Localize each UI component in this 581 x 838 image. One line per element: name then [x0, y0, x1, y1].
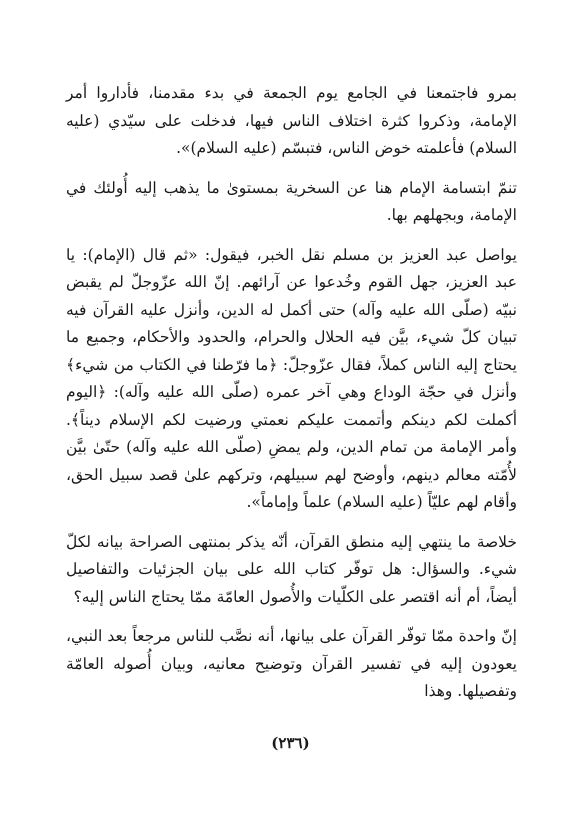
paragraph-spacer — [66, 517, 517, 529]
paragraph-1: بمرو فاجتمعنا في الجامع يوم الجمعة في بدء مقدمنا، فأداروا أمر الإمامة، وذكروا كثرة اختلاف الناس فيها، فدخلت على سيّدي (عليه السلام) فأعلمته خوض الناس، فتبسّم (عليه السلام)». — [66, 84, 517, 157]
page-body — [66, 80, 517, 706]
paragraph-spacer — [66, 163, 517, 175]
paragraph-2: تنمّ ابتسامة الإمام هنا عن السخرية بمستوىٰ ما يذهب إليه أُولئك في الإمامة، وبجهلهم بها. — [66, 178, 517, 224]
paragraph-5: إنّ واحدة ممّا توفّر القرآن على بيانها، أنه نصَّب للناس مرجعاً بعد النبي، يعودون إليه في تفسير القرآن وتوضيح معانيه، وبيان أُصوله العامّة وتفصيلها. وهذا — [66, 627, 517, 700]
page-number: (٢٣٦) — [271, 734, 310, 752]
paragraph-spacer — [66, 611, 517, 623]
paragraph-spacer — [66, 230, 517, 242]
paragraph-3: يواصل عبد العزيز بن مسلم نقل الخبر، فيقول: «ثم قال (الإمام): يا عبد العزيز، جهل القوم وخُدعوا عن آرائهم. إنّ الله عزّوجلّ لم يقبض نبيّه (صلّى الله عليه وآله) حتى أكمل له الدين، وأنزل عليه القرآن فيه تبيان كلّ شيء، بيَّن فيه الحلال والحرام، والحدود والأحكام، وجميع ما يحتاج إليه الناس كملاً، فقال عزّوجلّ: ﴿ما فرّطنا في الكتاب من شيء﴾ وأنزل في حجّة الوداع وهي آخر عمره (صلّى الله عليه وآله): ﴿اليوم أكملت لكم دينكم وأتممت عليكم نعمتي ورضيت لكم الإسلام ديناً﴾. وأمر الإمامة من تمام الدين، ولم يمضِ (صلّى الله عليه وآله) حتّىٰ بيَّن لأُمّته معالم دينهم، وأوضح لهم سبيلهم، وتركهم علىٰ قصد سبيل الحق، وأقام لهم عليّاً (عليه السلام) علماً وإماماً». — [66, 245, 517, 511]
paragraph-4: خلاصة ما ينتهي إليه منطق القرآن، أنّه يذكر بمنتهى الصراحة بيانه لكلّ شيء. والسؤال: هل توفّر كتاب الله على بيان الجزئيات والتفاصيل أيضاً، أم أنه اقتصر على الكلّيات والأُصول العامّة ممّا يحتاج الناس إليه؟ — [66, 532, 517, 606]
